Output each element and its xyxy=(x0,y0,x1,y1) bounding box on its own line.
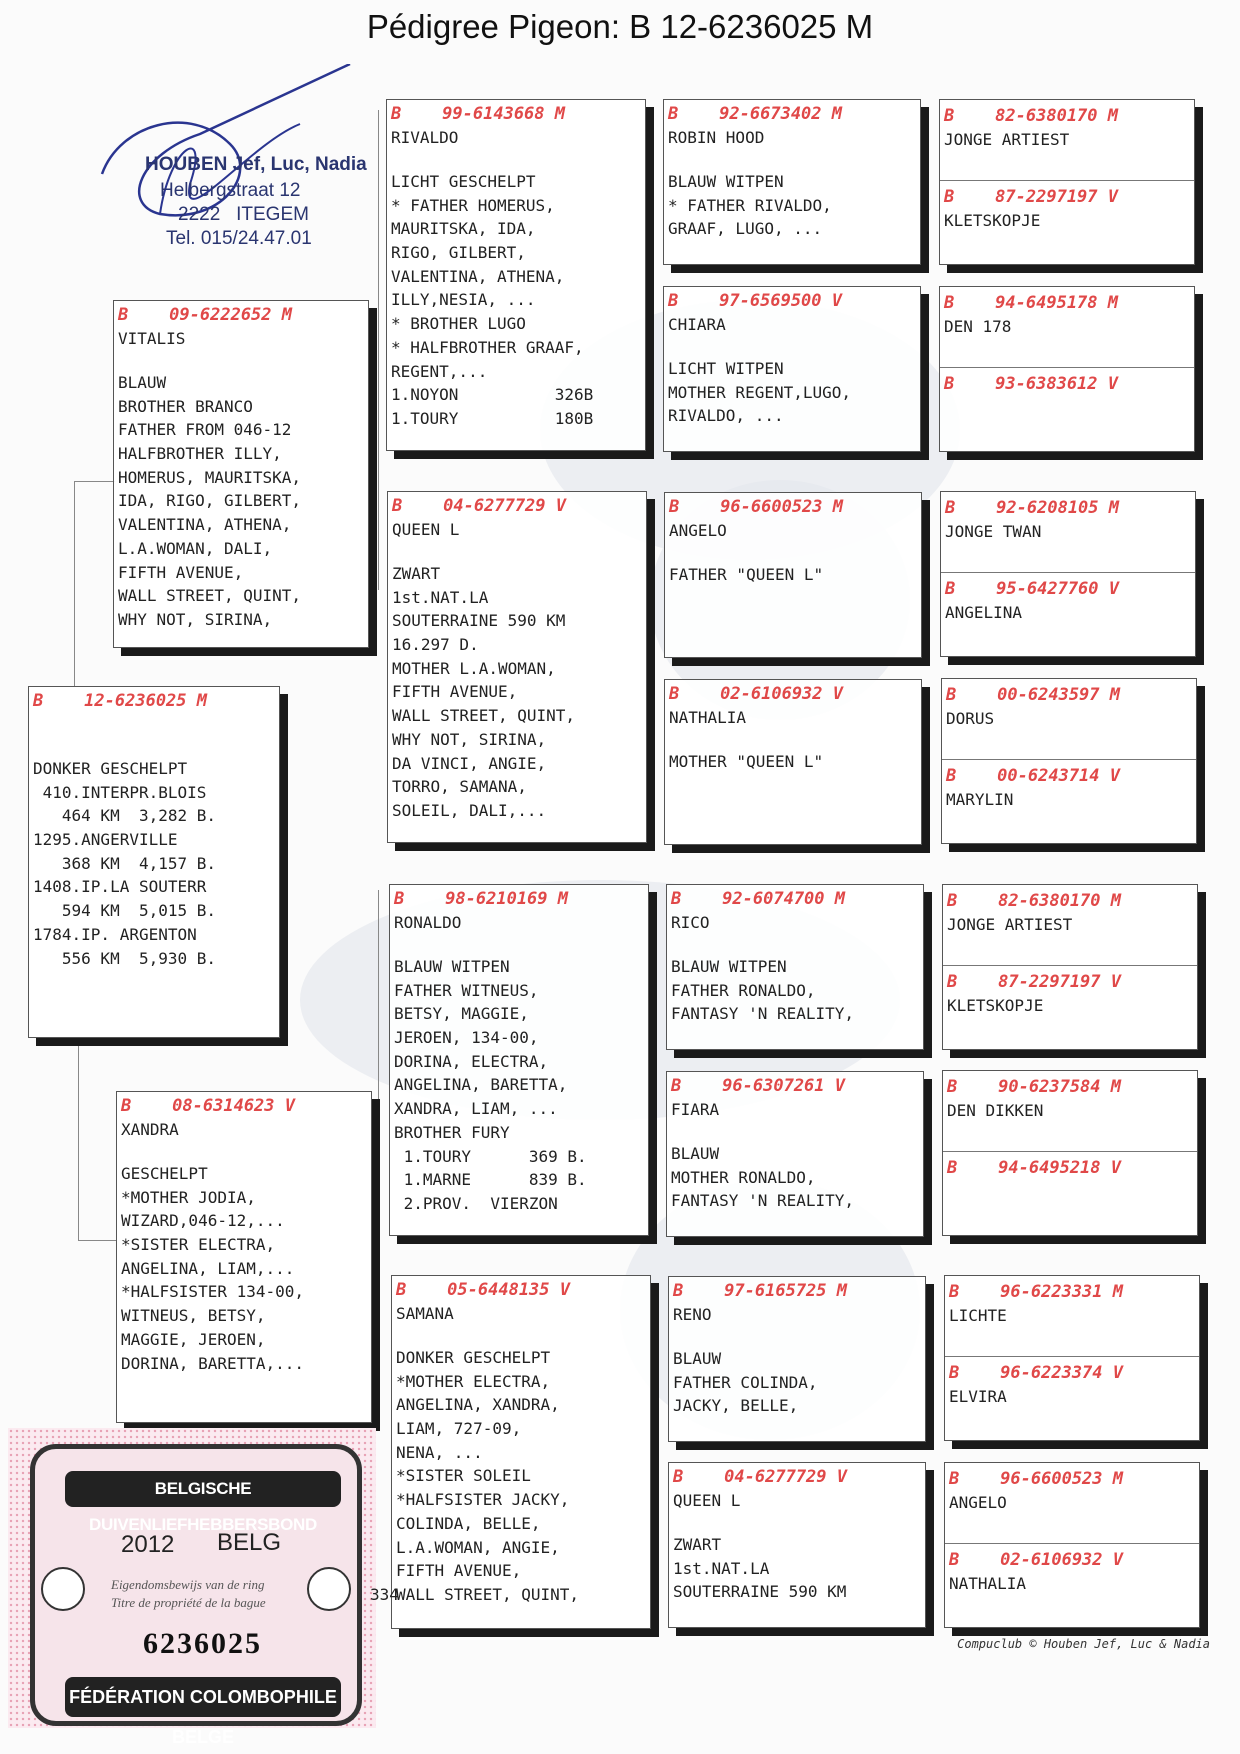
info-line: LICHT GESCHELPT xyxy=(391,172,536,191)
pedigree-grandparent-card xyxy=(389,884,649,1236)
info-line: COLINDA, BELLE, xyxy=(396,1513,541,1533)
info-line: FATHER FROM 046-12 xyxy=(118,420,292,440)
info-line: ILLY,NESIA, ... xyxy=(391,290,536,310)
ring-number: B 04-6277729 V xyxy=(673,1467,847,1487)
info-line: 1.TOURY 369 B. xyxy=(394,1146,587,1166)
info-line: BLAUW xyxy=(118,373,167,392)
info-line: LICHT WITPEN xyxy=(668,359,784,378)
pedigree-ancestor-pair xyxy=(939,99,1195,265)
pigeon-name: ROBIN HOOD xyxy=(668,128,765,147)
ring-number: B 82-6380170 M xyxy=(947,891,1121,911)
pedigree-great-grandparent-card xyxy=(664,492,922,658)
ring-number: B 00-6243714 V xyxy=(946,766,1120,786)
info-line: BLAUW xyxy=(673,1349,722,1368)
pigeon-name: NATHALIA xyxy=(669,708,747,727)
info-line: TORRO, SAMANA, xyxy=(392,777,527,797)
pigeon-name: DEN DIKKEN xyxy=(947,1101,1044,1120)
crest-icon xyxy=(41,1567,85,1611)
pigeon-name: KLETSKOPJE xyxy=(944,211,1041,230)
info-line: 1.NOYON 326B xyxy=(391,385,594,405)
info-line: JEROEN, 134-00, xyxy=(394,1028,539,1048)
info-line: 368 KM 4,157 B. xyxy=(33,853,217,873)
pigeon-name: LICHTE xyxy=(949,1306,1007,1325)
info-line: ZWART xyxy=(392,564,441,583)
ring-number: B 87-2297197 V xyxy=(944,187,1118,207)
info-line: GRAAF, LUGO, ... xyxy=(668,219,823,239)
page-title: Pédigree Pigeon: B 12-6236025 M xyxy=(366,8,874,45)
info-line: GESCHELPT xyxy=(121,1164,208,1183)
pedigree-great-grandparent-card xyxy=(666,884,924,1050)
stamp-phone: Tel. 015/24.47.01 xyxy=(166,228,312,249)
info-line: ANGELINA, BARETTA, xyxy=(394,1075,568,1095)
ring-number: B 99-6143668 M xyxy=(391,104,565,124)
info-line: FANTASY 'N REALITY, xyxy=(671,1191,855,1211)
pigeon-name: CHIARA xyxy=(668,315,726,334)
pigeon-name: ANGELO xyxy=(669,521,727,540)
pigeon-name: RICO xyxy=(671,913,710,932)
info-line: RIGO, GILBERT, xyxy=(391,243,526,263)
info-line: JACKY, BELLE, xyxy=(673,1396,799,1416)
pigeon-name: RIVALDO xyxy=(391,128,459,147)
ring-number: B 02-6106932 V xyxy=(669,684,843,704)
info-line: WALL STREET, QUINT, xyxy=(118,586,302,606)
info-line: ANGELINA, XANDRA, xyxy=(396,1395,560,1415)
pigeon-name: ANGELO xyxy=(949,1493,1007,1512)
pigeon-name: XANDRA xyxy=(121,1120,179,1139)
info-line: 1st.NAT.LA xyxy=(673,1558,770,1578)
connector-line xyxy=(74,481,115,686)
certificate-line-nl: Eigendomsbewijs van de ring xyxy=(111,1577,265,1592)
info-line: VALENTINA, ATHENA, xyxy=(118,515,292,535)
info-line: 2.PROV. VIERZON xyxy=(394,1193,558,1213)
info-line: NENA, ... xyxy=(396,1442,483,1462)
connector-line xyxy=(78,1040,117,1241)
info-line: MOTHER REGENT,LUGO, xyxy=(668,382,852,402)
info-line: FIFTH AVENUE, xyxy=(396,1561,522,1581)
info-line: FIFTH AVENUE, xyxy=(118,562,244,582)
ring-number: B 92-6673402 M xyxy=(668,104,842,124)
info-line: FIFTH AVENUE, xyxy=(392,682,518,702)
info-line: ANGELINA, LIAM,... xyxy=(121,1258,295,1278)
pigeon-name: JONGE TWAN xyxy=(945,522,1042,541)
certificate-country: BELG xyxy=(217,1529,282,1556)
info-line: 1295.ANGERVILLE xyxy=(33,830,178,850)
pigeon-name: VITALIS xyxy=(118,329,186,348)
pedigree-subject-card xyxy=(28,686,280,1038)
ring-number: B 93-6383612 V xyxy=(944,374,1118,394)
pedigree-grandparent-card xyxy=(391,1275,651,1629)
ring-certificate xyxy=(8,1428,376,1747)
info-line: 556 KM 5,930 B. xyxy=(33,948,217,968)
ring-number: B 96-6600523 M xyxy=(669,497,843,517)
info-line: MOTHER "QUEEN L" xyxy=(669,752,824,771)
pedigree-father-card xyxy=(113,300,369,648)
pedigree-grandparent-card xyxy=(387,491,647,843)
info-line: SOUTERRAINE 590 KM xyxy=(392,611,566,631)
ring-number: B 82-6380170 M xyxy=(944,106,1118,126)
ring-number: B 00-6243597 M xyxy=(946,685,1120,705)
footer-credit: Compuclub © Houben Jef, Luc & Nadia xyxy=(957,1637,1210,1651)
info-line: * HALFBROTHER GRAAF, xyxy=(391,337,584,357)
info-line: VALENTINA, ATHENA, xyxy=(391,266,565,286)
ring-number: B 92-6074700 M xyxy=(671,889,845,909)
pigeon-name: QUEEN L xyxy=(673,1491,741,1510)
ring-number: B 96-6223331 M xyxy=(949,1282,1123,1302)
info-line: FATHER COLINDA, xyxy=(673,1372,818,1392)
info-line: * BROTHER LUGO xyxy=(391,314,526,334)
ring-number: B 96-6223374 V xyxy=(949,1363,1123,1383)
info-line: BLAUW WITPEN xyxy=(394,957,510,976)
info-line: DONKER GESCHELPT xyxy=(396,1348,551,1367)
info-line: FATHER RONALDO, xyxy=(671,980,816,1000)
ring-number: B 90-6237584 M xyxy=(947,1077,1121,1097)
pedigree-ancestor-pair xyxy=(944,1275,1200,1441)
info-line: BROTHER FURY xyxy=(394,1122,510,1142)
info-line: WHY NOT, SIRINA, xyxy=(118,609,273,629)
info-line: DORINA, BARETTA,... xyxy=(121,1353,305,1373)
info-line: MOTHER L.A.WOMAN, xyxy=(392,658,556,678)
info-line: L.A.WOMAN, DALI, xyxy=(118,538,273,558)
ring-number: B 04-6277729 V xyxy=(392,496,566,516)
ring-number: B 02-6106932 V xyxy=(949,1550,1123,1570)
pedigree-ancestor-pair xyxy=(940,491,1196,657)
ring-number: B 97-6569500 V xyxy=(668,291,842,311)
pigeon-name: QUEEN L xyxy=(392,520,460,539)
info-line: REGENT,... xyxy=(391,361,488,381)
info-line: 1st.NAT.LA xyxy=(392,587,489,607)
pigeon-name xyxy=(940,396,1194,400)
certificate-header: BELGISCHE DUIVENLIEFHEBBERSBOND xyxy=(65,1471,341,1507)
info-line: * FATHER HOMERUS, xyxy=(391,195,555,215)
info-line: MAURITSKA, IDA, xyxy=(391,219,536,239)
stamp-city: 2222 ITEGEM xyxy=(178,204,309,225)
info-line: WALL STREET, QUINT, xyxy=(392,706,576,726)
crown-icon xyxy=(307,1567,351,1611)
info-line: L.A.WOMAN, ANGIE, xyxy=(396,1537,560,1557)
pigeon-name: JONGE ARTIEST xyxy=(947,915,1073,934)
pigeon-name: ANGELINA xyxy=(945,603,1023,622)
info-line: *SISTER ELECTRA, xyxy=(121,1235,276,1255)
ring-number: B 12-6236025 M xyxy=(33,691,207,711)
info-line: WIZARD,046-12,... xyxy=(121,1211,285,1231)
info-line: 1784.IP. ARGENTON xyxy=(33,924,197,944)
info-line: *HALFSISTER JACKY, xyxy=(396,1490,570,1510)
ring-number: B 97-6165725 M xyxy=(673,1281,847,1301)
info-line: IDA, RIGO, GILBERT, xyxy=(118,491,302,511)
certificate-year: 2012 xyxy=(121,1531,175,1558)
pigeon-name: RENO xyxy=(673,1305,712,1324)
pigeon-name: KLETSKOPJE xyxy=(947,996,1044,1015)
pedigree-ancestor-pair xyxy=(941,678,1197,844)
info-line: 1.MARNE 839 B. xyxy=(394,1170,587,1190)
info-line: *SISTER SOLEIL xyxy=(396,1466,531,1486)
info-line: RIVALDO, ... xyxy=(668,406,784,426)
pigeon-name: RONALDO xyxy=(394,913,462,932)
info-line: DORINA, ELECTRA, xyxy=(394,1051,549,1071)
pigeon-name xyxy=(29,713,279,735)
info-line: DA VINCI, ANGIE, xyxy=(392,753,547,773)
info-line: HALFBROTHER ILLY, xyxy=(118,444,282,464)
ring-number: B 95-6427760 V xyxy=(945,579,1119,599)
info-line: * FATHER RIVALDO, xyxy=(668,195,832,215)
certificate-line-fr: Titre de propriété de la bague xyxy=(111,1595,266,1610)
pedigree-great-grandparent-card xyxy=(668,1462,926,1628)
info-line: MOTHER RONALDO, xyxy=(671,1167,816,1187)
pigeon-name: DORUS xyxy=(946,709,995,728)
pigeon-name: SAMANA xyxy=(396,1304,454,1323)
info-line: FATHER "QUEEN L" xyxy=(669,565,824,584)
info-line: BLAUW xyxy=(671,1144,720,1163)
info-line: BLAUW WITPEN xyxy=(668,172,784,191)
info-line: FANTASY 'N REALITY, xyxy=(671,1004,855,1024)
info-line: BETSY, MAGGIE, xyxy=(394,1004,529,1024)
pigeon-name: NATHALIA xyxy=(949,1574,1027,1593)
certificate-ring-number: 6236025 xyxy=(143,1627,262,1660)
pedigree-grandparent-card xyxy=(386,99,646,451)
info-line: HOMERUS, MAURITSKA, xyxy=(118,467,302,487)
stamp-street: Helbergstraat 12 xyxy=(160,180,301,201)
info-line: 464 KM 3,282 B. xyxy=(33,806,217,826)
info-line: 16.297 D. xyxy=(392,635,479,655)
ring-number: B 94-6495178 M xyxy=(944,293,1118,313)
ring-number: B 96-6600523 M xyxy=(949,1469,1123,1489)
ring-number: B 92-6208105 M xyxy=(945,498,1119,518)
ring-number: B 98-6210169 M xyxy=(394,889,568,909)
pedigree-great-grandparent-card xyxy=(664,679,922,845)
pigeon-name xyxy=(943,1180,1197,1184)
info-line: SOLEIL, DALI,... xyxy=(392,800,547,820)
page-number: 334 xyxy=(370,1585,399,1604)
info-line: *MOTHER ELECTRA, xyxy=(396,1371,551,1391)
info-line: SOUTERRAINE 590 KM xyxy=(673,1582,847,1602)
pigeon-name: DEN 178 xyxy=(944,317,1012,336)
ring-number: B 08-6314623 V xyxy=(121,1096,295,1116)
certificate-frame xyxy=(30,1444,362,1747)
stamp-owner: HOUBEN Jef, Luc, Nadia xyxy=(145,154,367,175)
info-line: DONKER GESCHELPT xyxy=(33,759,188,778)
info-line: ZWART xyxy=(673,1535,722,1554)
info-line: WITNEUS, BETSY, xyxy=(121,1306,266,1326)
info-line: WALL STREET, QUINT, xyxy=(396,1584,580,1604)
info-line: 1.TOURY 180B xyxy=(391,408,594,428)
info-line: XANDRA, LIAM, ... xyxy=(394,1099,558,1119)
owner-stamp xyxy=(100,64,370,264)
pigeon-name: MARYLIN xyxy=(946,790,1014,809)
pedigree-great-grandparent-card xyxy=(663,99,921,265)
info-line: 410.INTERPR.BLOIS xyxy=(33,782,207,802)
pedigree-ancestor-pair xyxy=(939,286,1195,452)
info-line: *MOTHER JODIA, xyxy=(121,1187,256,1207)
pedigree-great-grandparent-card xyxy=(666,1071,924,1237)
info-line: 594 KM 5,015 B. xyxy=(33,901,217,921)
pigeon-name: ELVIRA xyxy=(949,1387,1007,1406)
info-line: FATHER WITNEUS, xyxy=(394,980,539,1000)
info-line: MAGGIE, JEROEN, xyxy=(121,1329,266,1349)
certificate-footer: FÉDÉRATION COLOMBOPHILE BELGE xyxy=(65,1677,341,1717)
ring-number: B 94-6495218 V xyxy=(947,1158,1121,1178)
ring-number: B 87-2297197 V xyxy=(947,972,1121,992)
info-line: WHY NOT, SIRINA, xyxy=(392,729,547,749)
ring-number: B 09-6222652 M xyxy=(118,305,292,325)
pedigree-great-grandparent-card xyxy=(668,1276,926,1442)
connector-line xyxy=(378,890,387,1370)
pedigree-ancestor-pair xyxy=(942,1070,1198,1236)
pedigree-mother-card xyxy=(116,1091,372,1423)
info-line: *HALFSISTER 134-00, xyxy=(121,1282,305,1302)
pedigree-ancestor-pair xyxy=(942,884,1198,1050)
pedigree-ancestor-pair xyxy=(944,1462,1200,1628)
info-line: LIAM, 727-09, xyxy=(396,1419,522,1439)
ring-number: B 96-6307261 V xyxy=(671,1076,845,1096)
ring-number: B 05-6448135 V xyxy=(396,1280,570,1300)
pigeon-name: JONGE ARTIEST xyxy=(944,130,1070,149)
pedigree-great-grandparent-card xyxy=(663,286,921,452)
info-line: 1408.IP.LA SOUTERR xyxy=(33,877,207,897)
info-line: BLAUW WITPEN xyxy=(671,957,787,976)
info-line: BROTHER BRANCO xyxy=(118,396,253,416)
pigeon-name: FIARA xyxy=(671,1100,720,1119)
